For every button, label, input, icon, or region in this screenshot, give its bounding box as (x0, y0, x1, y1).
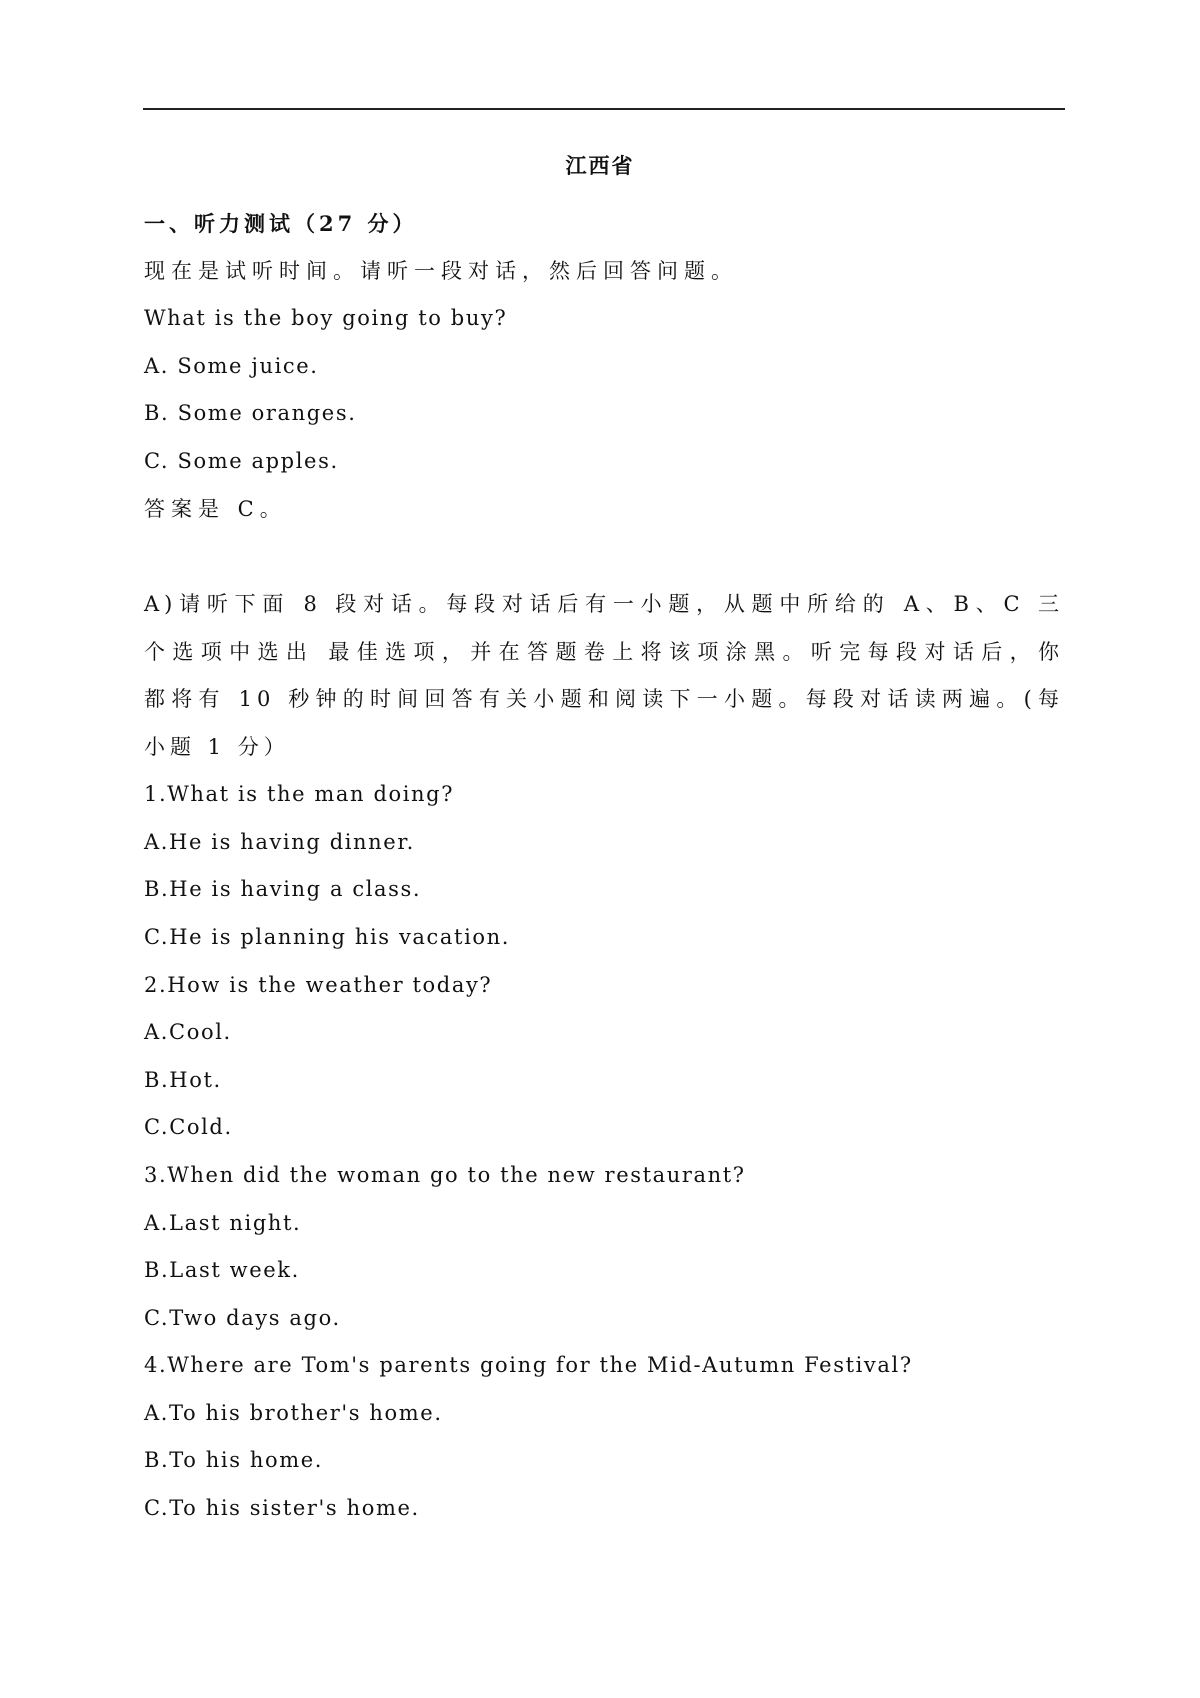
trial-intro: 现在是试听时间。请听一段对话，然后回答问题。 (144, 258, 738, 283)
spacer (144, 533, 1064, 581)
option-a: A.He is having dinner. (144, 829, 415, 854)
option-a: A.Last night. (144, 1210, 302, 1235)
trial-question: What is the boy going to buy? (144, 306, 508, 331)
option-c: C.Two days ago. (144, 1305, 341, 1330)
question-1 (144, 771, 1064, 961)
question-4 (144, 1342, 1064, 1532)
question-stem: 2.How is the weather today? (144, 972, 493, 997)
instructions-line: 小题 1 分） (144, 734, 290, 759)
instructions-line: 个选项中选出 最佳选项，并在答题卷上将该项涂黑。听完每段对话后，你 (144, 639, 1064, 664)
document-title: 江西省 (565, 153, 635, 178)
question-stem: 1.What is the man doing? (144, 782, 455, 807)
section-heading: 一、听力测试（27 分） (144, 211, 418, 236)
part-a-instructions (144, 581, 1064, 771)
option-b: B.Hot. (144, 1067, 222, 1092)
option-a: A.To his brother's home. (144, 1400, 443, 1425)
question-3 (144, 1152, 1064, 1342)
header-rule (143, 108, 1065, 110)
option-a: A.Cool. (144, 1020, 232, 1045)
trial-answer: 答案是 C。 (144, 496, 287, 521)
question-2 (144, 962, 1064, 1152)
option-b: B.Last week. (144, 1258, 300, 1283)
instructions-line: A)请听下面 8 段对话。每段对话后有一小题，从题中所给的 A、B、C 三 (144, 592, 1064, 617)
trial-option-a: A. Some juice. (144, 353, 319, 378)
question-stem: 4.Where are Tom's parents going for the Mid-Autumn Festival? (144, 1353, 913, 1378)
option-c: C.Cold. (144, 1115, 233, 1140)
option-c: C.He is planning his vacation. (144, 924, 511, 949)
trial-option-b: B. Some oranges. (144, 401, 357, 426)
document-body (144, 200, 1064, 1533)
trial-option-c: C. Some apples. (144, 448, 339, 473)
question-stem: 3.When did the woman go to the new restaurant? (144, 1162, 746, 1187)
instructions-line: 都将有 10 秒钟的时间回答有关小题和阅读下一小题。每段对话读两遍。(每 (144, 687, 1064, 712)
option-b: B.To his home. (144, 1448, 324, 1473)
option-c: C.To his sister's home. (144, 1496, 420, 1521)
option-b: B.He is having a class. (144, 877, 422, 902)
